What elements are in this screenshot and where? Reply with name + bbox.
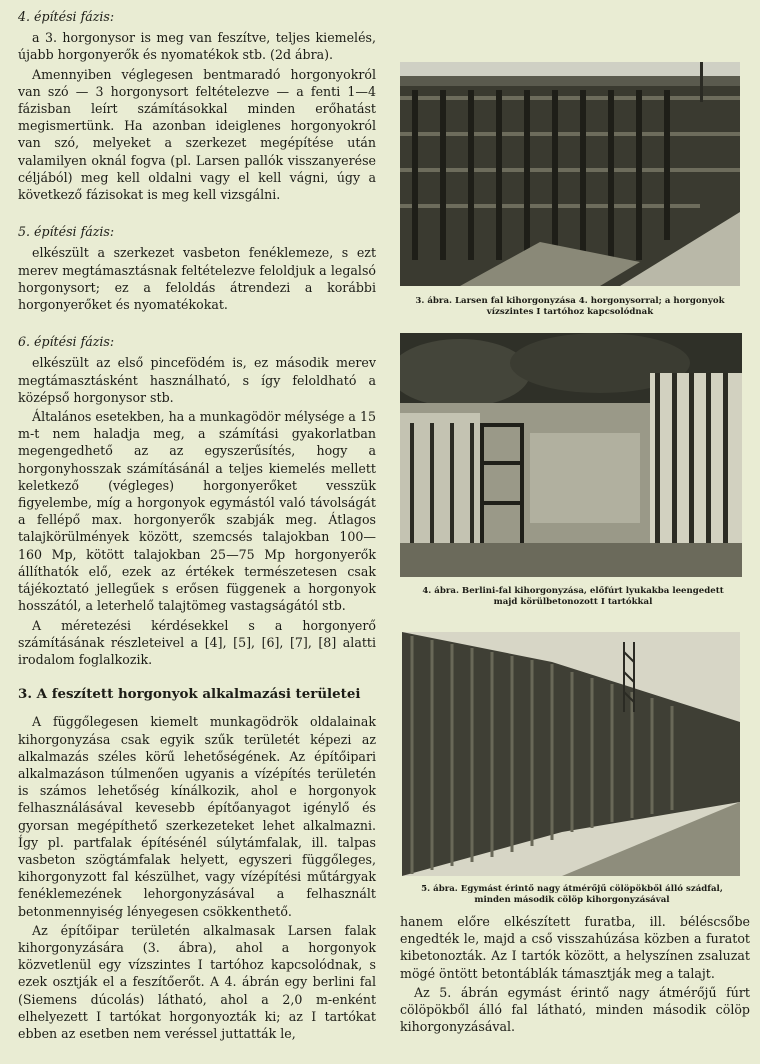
paragraph-5: Az építőipar területén alkalmasak Larsen falak kihorgonyzására (3. ábra), ahol a horgonyok közvetlenül egy vízszintes I tartóhoz kapcsolódnak, s ezek osztják el a feszítőerőt. A 4. ábrán egy berlini fal (Siemens dúcolás) látható, ahol a 2,0 m-enként elhelyezett I tartókat horgonyozták ki; az I tartókat ebben az esetben nem veréssel juttatták le, [18, 922, 376, 1041]
phase-4-text: a 3. horgonysor is meg van feszítve, teljes kiemelés, újabb horgonyerők és nyomatékok stb. (2d ábra). [18, 30, 376, 63]
figure-3-photo [400, 62, 740, 286]
right-paragraph-2: Az 5. ábrán egymást érintő nagy átmérőjű fúrt cölöpökből álló fal látható, minden második cölöp kihorgonyzásával. [400, 984, 750, 1035]
phase-4-label: 4. építési fázis: [18, 9, 115, 24]
phase-6-label: 6. építési fázis: [18, 334, 115, 350]
left-column [18, 8, 376, 1044]
phase-6-text: elkészült az első pincefödém is, ez második merev megtámasztásként használható, s így feloldható a középső horgonysor stb. [18, 355, 376, 405]
phase-5-label: 5. építési fázis: [18, 224, 115, 240]
paragraph-4: A függőlegesen kiemelt munkagödrök oldalainak kihorgonyzása csak egyik szűk területét képezi az alkalmazás széles körű lehetőségének. Az építőipari alkalmazáson túlmenően ugyanis a vízépítés területén is számos lehetőség kínálkozik, ahol e horgonyok felhasználásával kevesebb építőanyagot igénylő és gyorsan megépíthető szerkezeteket lehet alkalmazni. Így pl. partfalak építésénél súlytámfalak, ill. talpas vasbeton szögtámfalak helyett, egyszeri függőleges, kihorgonyzott fal készülhet, vagy vízépítési műtárgyak fenéklemezének lehorgonyzásával a felhasznált betonmennyiség lényegesen csökkenthető. [18, 714, 376, 919]
right-column [400, 913, 750, 1037]
figure-4-caption: 4. ábra. Berlini-fal kihorgonyzása, előfúrt lyukakba leengedett majd körülbetonozott I tartókkal [422, 586, 724, 607]
paragraph-1: Amennyiben véglegesen bentmaradó horgonyokról van szó — 3 horgonysort feltételezve — a fenti 1—4 fázisban leírt számításokkal minden erőhatást megismertünk. Ha azonban ideiglenes horgonyokról van szó, melyeket a szerkezet megépítése után valamilyen oknál fogva (pl. Larsen pallók visszanyerése céljából) meg kell oldalni vagy el kell vágni, úgy a következő fázisokat is meg kell vizsgálni. [18, 66, 376, 203]
figure-3-caption: 3. ábra. Larsen fal kihorgonyzása 4. horgonysorral; a horgonyok vízszintes I tartóhoz kapcsolódnak [415, 296, 725, 317]
figure-5-caption: 5. ábra. Egymást érintő nagy átmérőjű cölöpökből álló szádfal, minden második cölöp kihorgonyzásával [421, 884, 723, 905]
phase-5-text: elkészült a szerkezet vasbeton fenéklemeze, s ezt merev megtámasztásnak feltételezve feloldjuk a legalsó horgonysort; ez a feloldás átrendezi a korábbi horgonyerőket és nyomatékokat. [18, 245, 376, 313]
paragraph-2: Általános esetekben, ha a munkagödör mélysége a 15 m-t nem haladja meg, a számítási gyakorlatban megengedhető az az egyszerűsítés, hogy a horgonyhosszak számításánál a teljes kiemelés mellett keletkező (végleges) horgonyerőket vesszük figyelembe, míg a horgonyok egymástól való távolságát a fellépő max. horgonyerők szabják meg. Átlagos talajkörülmények között, szemcsés talajokban 100—160 Mp, kötött talajokban 25—75 Mp horgonyerők állíthatók elő, ezek az értékek természetesen csak tájékoztató jellegűek s erősen függenek a horgonyok hosszától, a leterhelő talajtömeg vastagságától stb. [18, 409, 376, 614]
figure-5-photo [402, 632, 740, 876]
figure-4-photo [400, 333, 742, 577]
paragraph-3: A méretezési kérdésekkel s a horgonyerő számításának részleteivel a [4], [5], [6], [7], [8] alatti irodalom foglalkozik. [18, 617, 376, 667]
section-heading: 3. A feszített horgonyok alkalmazási területei [18, 686, 361, 703]
right-paragraph-1: hanem előre elkészített furatba, ill. béléscsőbe engedték le, majd a cső visszahúzása közben a furatot kibetonozták. Az I tartók között, a helyszínen zsaluzat mögé öntött betontáblák támasztják meg a talajt. [400, 914, 750, 981]
